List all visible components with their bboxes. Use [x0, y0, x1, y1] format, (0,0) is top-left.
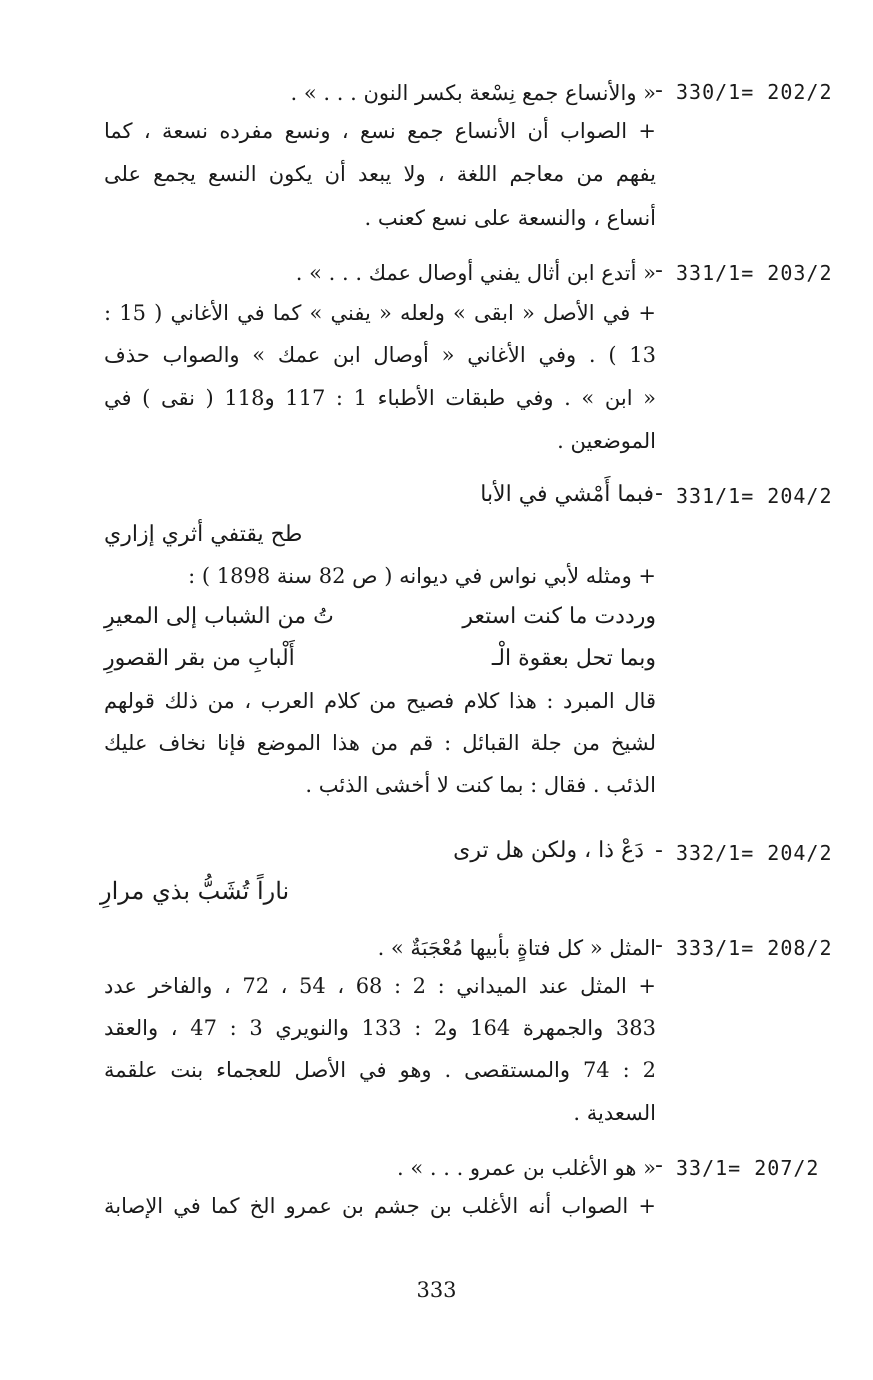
- entry-dash: -: [655, 258, 663, 283]
- entry-dash: -: [655, 838, 663, 863]
- verse-first-hemistich: فبما أَمْشي في الأبا: [480, 482, 654, 507]
- page-number: 333: [416, 1278, 457, 1302]
- entry-text-line: + ومثله لأبي نواس في ديوانه ( ص 82 سنة 1898 ) :: [188, 564, 656, 588]
- entry-reference: 331/1= 204/2: [676, 484, 833, 508]
- poem-line-1-first-half: ورددت ما كنت استعر: [462, 604, 656, 629]
- entry-text-line: + في الأصل « ابقى » ولعله « يفني » كما في الأغاني ( 15 :: [104, 301, 656, 325]
- verse-first-hemistich: دَعْ ذا ، ولكن هل ترى: [453, 838, 644, 863]
- poem-line-1-second-half: تُ من الشباب إلى المعيرِ: [104, 604, 334, 629]
- poem-line-2-first-half: وبما تحل بعقوة الْـ: [491, 646, 656, 671]
- entry-text-line: يفهم من معاجم اللغة ، ولا يبعد أن يكون النسع يجمع على: [104, 162, 656, 186]
- entry-text-line: + الصواب أنه الأغلب بن جشم بن عمرو الخ كما في الإصابة: [104, 1194, 656, 1218]
- entry-reference: 330/1= 202/2: [676, 80, 833, 104]
- entry-text-line: قال المبرد : هذا كلام فصيح من كلام العرب ، من ذلك قولهم: [104, 689, 656, 713]
- verse-second-hemistich: طح يقتفي أثري إزاري: [104, 522, 303, 547]
- entry-dash: -: [655, 78, 663, 103]
- entry-quote: المثل « كل فتاةٍ بأبيها مُعْجَبَةٌ » .: [377, 936, 656, 960]
- entry-dash: -: [655, 933, 663, 958]
- entry-dash: -: [655, 481, 663, 506]
- entry-text-line: أنساع ، والنسعة على نسع كعنب .: [364, 206, 656, 230]
- entry-text-line: 383 والجمهرة 164 و2 : 133 والنويري 3 : 47 ، والعقد: [104, 1016, 656, 1040]
- entry-quote: « أتدع ابن أثال يفني أوصال عمك . . . » .: [295, 261, 656, 285]
- entry-text-line: الذئب . فقال : بما كنت لا أخشى الذئب .: [305, 773, 656, 797]
- entry-reference: 332/1= 204/2: [676, 841, 833, 865]
- entry-reference: 333/1= 208/2: [676, 936, 833, 960]
- entry-text-line: 13 ) . وفي الأغاني « أوصال ابن عمك » والصواب حذف: [104, 343, 656, 367]
- entry-text-line: 2 : 74 والمستقصى . وهو في الأصل للعجماء بنت علقمة: [104, 1058, 656, 1082]
- entry-dash: -: [655, 1153, 663, 1178]
- verse-second-hemistich: ناراً تُشَبُّ بذي مرارِ: [100, 877, 290, 905]
- entry-text-line: السعدية .: [573, 1101, 656, 1125]
- entry-text-line: لشيخ من جلة القبائل : قم من هذا الموضع فإنا نخاف عليك: [104, 731, 656, 755]
- entry-text-line: + المثل عند الميداني : 2 : 68 ، 54 ، 72 ، والفاخر عدد: [104, 974, 656, 998]
- poem-line-2-second-half: أَلْبابِ من بقر القصورِ: [104, 646, 295, 671]
- entry-quote: « هو الأغلب بن عمرو . . . » .: [397, 1156, 656, 1180]
- entry-reference: 331/1= 203/2: [676, 261, 833, 285]
- entry-quote: « والأنساع جمع نِسْعة بكسر النون . . . » .: [290, 81, 656, 105]
- entry-reference: 33/1= 207/2: [676, 1156, 820, 1180]
- entry-text-line: « ابن » . وفي طبقات الأطباء 1 : 117 و118 ( نقى ) في: [104, 386, 656, 410]
- entry-text-line: + الصواب أن الأنساع جمع نسع ، ونسع مفرده نسعة ، كما: [104, 119, 656, 143]
- entry-text-line: الموضعين .: [557, 429, 656, 453]
